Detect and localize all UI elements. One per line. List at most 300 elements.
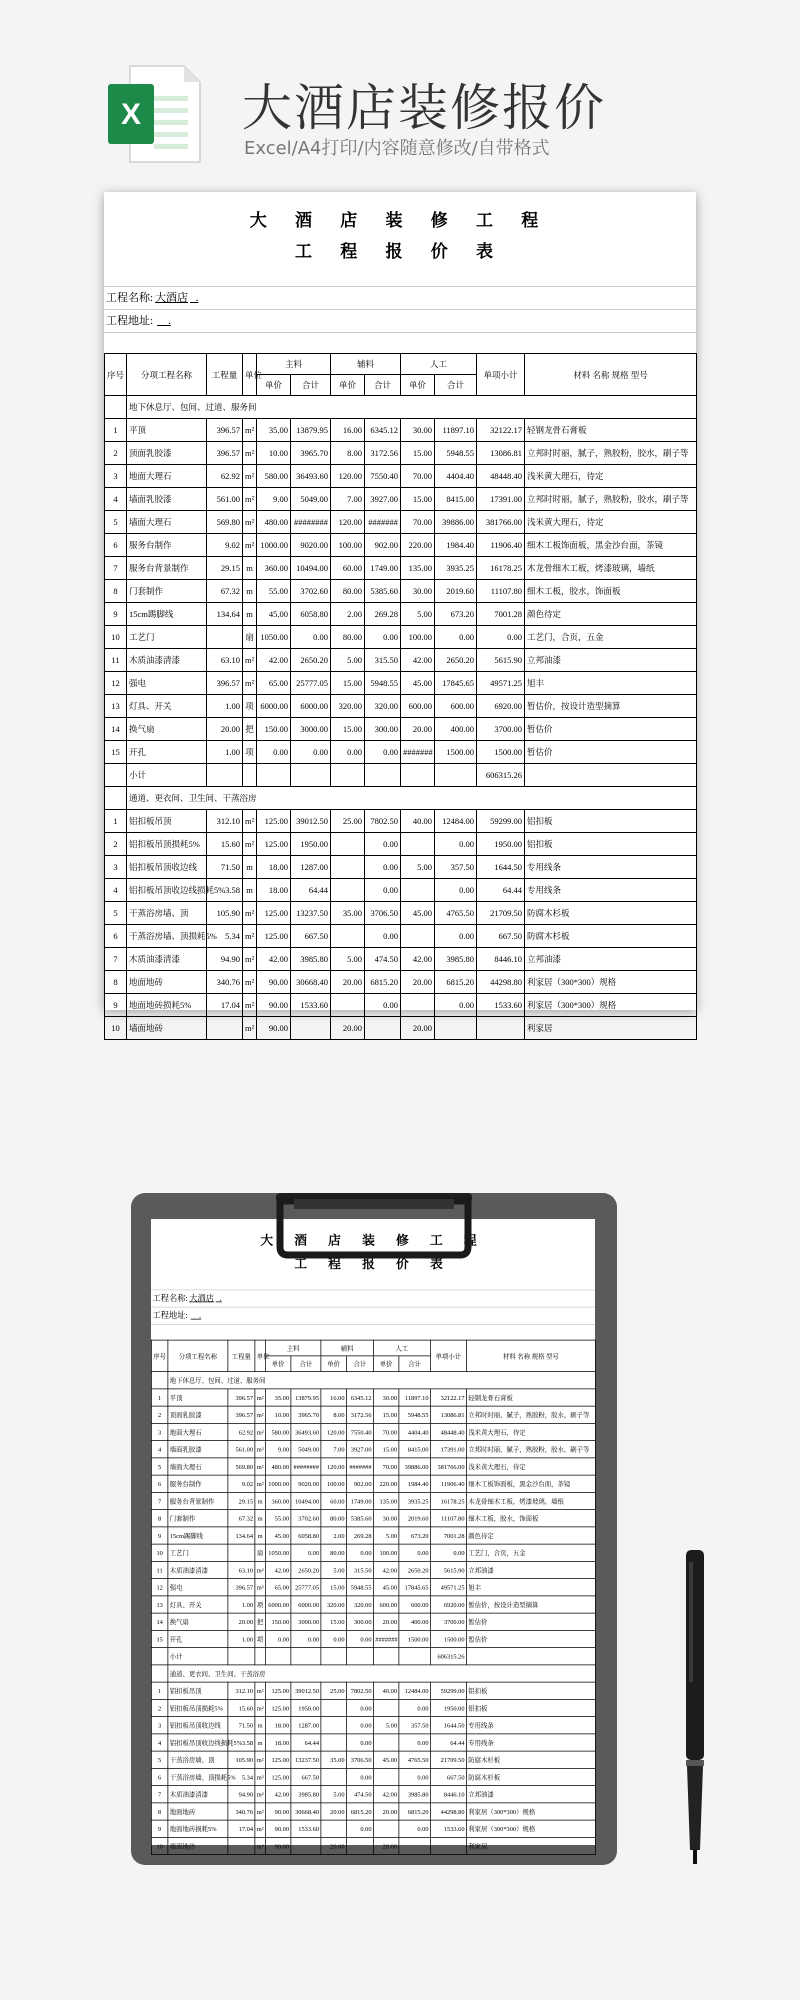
- table-cell: 0.00: [346, 1544, 373, 1561]
- table-cell: 0.00: [346, 1630, 373, 1647]
- table-row: [105, 810, 697, 833]
- table-cell: 地面地砖: [127, 971, 207, 994]
- table-cell: 120.00: [321, 1423, 347, 1440]
- table-cell: 扇: [243, 626, 257, 649]
- table-cell: 64.44: [477, 879, 525, 902]
- table-cell: [331, 833, 365, 856]
- table-cell: 300.00: [346, 1613, 373, 1630]
- table-cell: 13879.95: [291, 419, 331, 442]
- table-cell: 2.00: [331, 603, 365, 626]
- table-cell: 3985.80: [435, 948, 477, 971]
- table-cell: 65.00: [257, 672, 291, 695]
- table-cell: 17845.65: [435, 672, 477, 695]
- table-cell: 0.00: [257, 741, 291, 764]
- table-cell: 30668.40: [291, 1803, 321, 1820]
- table-row: [151, 1717, 595, 1734]
- table-cell: 396.57: [228, 1579, 255, 1596]
- table-cell: 20.00: [373, 1803, 399, 1820]
- table-cell: 服务台制作: [127, 534, 207, 557]
- table-cell: 0.00: [346, 1820, 373, 1837]
- table-cell: 15cm踢脚线: [127, 603, 207, 626]
- table-cell: 木质油漆清漆: [127, 649, 207, 672]
- table-cell: 20.00: [373, 1837, 399, 1854]
- section-header: 通道、更衣间、卫生间、干蒸浴房: [168, 1665, 596, 1682]
- header-item-total: 单项小计: [477, 354, 525, 396]
- table-cell: 3: [105, 465, 127, 488]
- table-cell: 1.00: [228, 1630, 255, 1647]
- table-cell: 工艺门，合页，五金: [525, 626, 697, 649]
- table-cell: 6815.20: [346, 1803, 373, 1820]
- table-cell: 15.60: [207, 833, 243, 856]
- table-cell: 12: [151, 1579, 168, 1596]
- table-cell: 673.20: [435, 603, 477, 626]
- table-cell: 63.10: [228, 1561, 255, 1578]
- table-cell: 100.00: [401, 626, 435, 649]
- table-cell: 15.00: [321, 1579, 347, 1596]
- table-cell: 13237.50: [291, 902, 331, 925]
- table-cell: 120.00: [331, 465, 365, 488]
- table-cell: 墙面大理石: [168, 1458, 228, 1475]
- table-cell: 立邦时时丽，腻子，熟胶粉，胶水，刷子等: [466, 1441, 595, 1458]
- header-qty: 工程量: [207, 354, 243, 396]
- table-cell: 94.90: [207, 948, 243, 971]
- table-cell: 5.00: [401, 603, 435, 626]
- table-cell: 30.00: [373, 1510, 399, 1527]
- table-cell: 平顶: [168, 1389, 228, 1406]
- table-cell: 立邦时时丽，腻子，熟胶粉，胶水，刷子等: [525, 442, 697, 465]
- table-cell: #######: [365, 511, 401, 534]
- header-price: 单价: [265, 1356, 291, 1372]
- table-cell: [291, 1837, 321, 1854]
- project-name-value: 大酒店: [155, 292, 189, 304]
- table-cell: 工艺门: [127, 626, 207, 649]
- table-cell: 2: [151, 1406, 168, 1423]
- table-cell: 6: [151, 1768, 168, 1785]
- table-cell: 服务台背景制作: [168, 1492, 228, 1509]
- table-cell: 39886.00: [399, 1458, 431, 1475]
- table-cell: 2019.60: [435, 580, 477, 603]
- table-cell: 利家居（300*300）规格: [525, 994, 697, 1017]
- table-cell: 35.00: [265, 1389, 291, 1406]
- table-cell: 0.00: [291, 626, 331, 649]
- table-cell: 11897.10: [399, 1389, 431, 1406]
- table-row: [105, 534, 697, 557]
- table-cell: 100.00: [331, 534, 365, 557]
- header-total: 合计: [365, 375, 401, 396]
- table-cell: 0.00: [435, 925, 477, 948]
- subtotal-label: 小计: [127, 764, 207, 787]
- section-row: [151, 1665, 595, 1682]
- table-cell: m²: [243, 971, 257, 994]
- table-cell: 5948.55: [435, 442, 477, 465]
- table-row: [151, 1803, 595, 1820]
- table-cell: 1500.00: [435, 741, 477, 764]
- table-cell: [401, 925, 435, 948]
- table-cell: 1500.00: [477, 741, 525, 764]
- table-cell: [331, 856, 365, 879]
- table-cell: 1050.00: [265, 1544, 291, 1561]
- table-cell: m²: [255, 1751, 266, 1768]
- table-cell: 细木工板，胶水，饰面板: [466, 1510, 595, 1527]
- table-cell: 浅米黄大理石，待定: [525, 511, 697, 534]
- table-cell: 2: [151, 1699, 168, 1716]
- table-cell: 7001.28: [430, 1527, 466, 1544]
- table-cell: m²: [243, 948, 257, 971]
- table-cell: [399, 1837, 431, 1854]
- table-cell: 换气扇: [168, 1613, 228, 1630]
- section-row: [105, 787, 697, 810]
- table-cell: 20.00: [373, 1613, 399, 1630]
- project-name-row: 工程名称: 大酒店 .: [151, 1290, 595, 1307]
- table-cell: [435, 1017, 477, 1040]
- table-cell: 3985.80: [291, 1786, 321, 1803]
- table-cell: 7: [105, 948, 127, 971]
- table-cell: 80.00: [321, 1510, 347, 1527]
- table-cell: 902.00: [365, 534, 401, 557]
- table-cell: 7.00: [321, 1441, 347, 1458]
- table-cell: 18.00: [265, 1717, 291, 1734]
- table-cell: 6815.20: [435, 971, 477, 994]
- table-cell: 3.58: [207, 879, 243, 902]
- table-cell: m²: [243, 488, 257, 511]
- table-cell: [401, 994, 435, 1017]
- table-cell: 10: [151, 1544, 168, 1561]
- table-cell: 铝扣板吊顶收边线: [127, 856, 207, 879]
- table-cell: 120.00: [331, 511, 365, 534]
- table-cell: 木质油漆清漆: [127, 948, 207, 971]
- table-cell: 防腐木杉板: [525, 902, 697, 925]
- table-cell: 381766.00: [477, 511, 525, 534]
- table-cell: 铝扣板: [466, 1682, 595, 1699]
- table-cell: 30.00: [401, 580, 435, 603]
- table-row: [105, 948, 697, 971]
- table-cell: m: [243, 557, 257, 580]
- doc-title-line2: 工 程 报 价 表: [295, 242, 505, 261]
- spreadsheet-preview: [104, 192, 696, 1033]
- table-cell: 8: [151, 1803, 168, 1820]
- table-cell: 1500.00: [399, 1630, 431, 1647]
- table-cell: m²: [243, 833, 257, 856]
- table-cell: 11107.80: [430, 1510, 466, 1527]
- table-cell: 3000.00: [291, 718, 331, 741]
- table-cell: 30.00: [373, 1389, 399, 1406]
- table-cell: 2650.20: [291, 649, 331, 672]
- table-cell: 64.44: [291, 1734, 321, 1751]
- table-cell: 381766.00: [430, 1458, 466, 1475]
- table-cell: m: [255, 1734, 266, 1751]
- table-cell: 100.00: [321, 1475, 347, 1492]
- table-cell: m²: [255, 1406, 266, 1423]
- project-name-row: 工程名称: 大酒店 .: [104, 286, 696, 309]
- table-row: [151, 1458, 595, 1475]
- table-cell: 45.00: [257, 603, 291, 626]
- table-cell: 42.00: [265, 1786, 291, 1803]
- table-cell: 8446.10: [430, 1786, 466, 1803]
- table-cell: 立邦油漆: [466, 1786, 595, 1803]
- table-cell: 36493.60: [291, 465, 331, 488]
- table-cell: 9.00: [257, 488, 291, 511]
- table-cell: 125.00: [257, 833, 291, 856]
- section-row: [105, 396, 697, 419]
- table-cell: 3985.80: [399, 1786, 431, 1803]
- table-row: [151, 1475, 595, 1492]
- table-cell: 利家居（300*300）规格: [466, 1820, 595, 1837]
- table-cell: 396.57: [228, 1406, 255, 1423]
- quote-table: [104, 353, 697, 1040]
- table-cell: 14: [151, 1613, 168, 1630]
- table-cell: 667.50: [291, 1768, 321, 1785]
- table-cell: 10: [105, 1017, 127, 1040]
- table-cell: 2019.60: [399, 1510, 431, 1527]
- table-cell: 125.00: [257, 902, 291, 925]
- table-cell: 木质油漆清漆: [168, 1786, 228, 1803]
- table-cell: 0.00: [346, 1717, 373, 1734]
- table-cell: 1533.60: [291, 994, 331, 1017]
- table-cell: 顶面乳胶漆: [127, 442, 207, 465]
- table-cell: 135.00: [401, 557, 435, 580]
- table-cell: 90.00: [257, 971, 291, 994]
- table-cell: 15.00: [401, 488, 435, 511]
- subtotal-row: [105, 764, 697, 787]
- table-cell: 旭丰: [466, 1579, 595, 1596]
- table-cell: 5049.00: [291, 488, 331, 511]
- table-cell: 1287.00: [291, 856, 331, 879]
- table-row: [105, 580, 697, 603]
- table-cell: 90.00: [257, 994, 291, 1017]
- table-cell: 6: [151, 1475, 168, 1492]
- table-cell: 1749.00: [346, 1492, 373, 1509]
- table-cell: 70.00: [373, 1458, 399, 1475]
- table-cell: 4404.40: [435, 465, 477, 488]
- table-cell: 580.00: [265, 1423, 291, 1440]
- table-cell: 0.00: [331, 741, 365, 764]
- table-cell: [346, 1837, 373, 1854]
- table-cell: 1000.00: [265, 1475, 291, 1492]
- table-cell: 49571.25: [430, 1579, 466, 1596]
- table-cell: 0.00: [399, 1699, 431, 1716]
- table-cell: 105.90: [207, 902, 243, 925]
- table-cell: 125.00: [265, 1699, 291, 1716]
- header-total: 合计: [435, 375, 477, 396]
- table-cell: [228, 1544, 255, 1561]
- table-cell: 1500.00: [430, 1630, 466, 1647]
- table-cell: 90.00: [257, 1017, 291, 1040]
- table-cell: 20.00: [321, 1803, 347, 1820]
- table-cell: 1533.60: [291, 1820, 321, 1837]
- table-cell: 利家居: [525, 1017, 697, 1040]
- table-cell: 42.00: [373, 1561, 399, 1578]
- table-cell: 0.00: [291, 1630, 321, 1647]
- table-cell: 20.00: [331, 1017, 365, 1040]
- table-cell: 5: [151, 1751, 168, 1768]
- table-cell: m: [255, 1510, 266, 1527]
- table-row: [151, 1768, 595, 1785]
- table-cell: 5.00: [401, 856, 435, 879]
- table-cell: 灯具、开关: [127, 695, 207, 718]
- subtotal-label: 小计: [168, 1648, 228, 1665]
- table-cell: 服务台制作: [168, 1475, 228, 1492]
- table-cell: 浅米黄大理石，待定: [466, 1423, 595, 1440]
- table-cell: 2: [105, 833, 127, 856]
- table-cell: 3965.70: [291, 442, 331, 465]
- table-cell: #######: [401, 741, 435, 764]
- table-cell: 0.00: [365, 856, 401, 879]
- table-cell: [331, 994, 365, 1017]
- table-cell: 7: [151, 1786, 168, 1803]
- table-cell: 1.00: [207, 741, 243, 764]
- table-cell: 0.00: [435, 833, 477, 856]
- table-row: [105, 925, 697, 948]
- table-cell: 42.00: [373, 1786, 399, 1803]
- table-cell: 9: [151, 1527, 168, 1544]
- table-cell: 1050.00: [257, 626, 291, 649]
- table-cell: 9.00: [265, 1441, 291, 1458]
- table-cell: m²: [243, 419, 257, 442]
- table-cell: 20.00: [228, 1613, 255, 1630]
- table-row: [151, 1734, 595, 1751]
- table-cell: 0.00: [365, 925, 401, 948]
- table-cell: 3985.80: [291, 948, 331, 971]
- table-cell: 专用线条: [525, 879, 697, 902]
- table-cell: 9020.00: [291, 1475, 321, 1492]
- table-row: [151, 1423, 595, 1440]
- table-cell: 15: [151, 1630, 168, 1647]
- table-cell: 5385.60: [365, 580, 401, 603]
- table-cell: 396.57: [207, 442, 243, 465]
- table-row: [105, 856, 697, 879]
- table-cell: 15.00: [321, 1613, 347, 1630]
- table-cell: 39012.50: [291, 1682, 321, 1699]
- table-cell: 10.00: [257, 442, 291, 465]
- table-cell: 7: [151, 1492, 168, 1509]
- table-cell: 6815.20: [399, 1803, 431, 1820]
- table-cell: m: [243, 603, 257, 626]
- table-row: [105, 442, 697, 465]
- table-cell: 3700.00: [430, 1613, 466, 1630]
- table-cell: 125.00: [265, 1751, 291, 1768]
- table-cell: 5.00: [373, 1527, 399, 1544]
- table-cell: 320.00: [346, 1596, 373, 1613]
- table-cell: 平顶: [127, 419, 207, 442]
- table-cell: 木龙骨细木工板，烤漆玻璃，墙纸: [525, 557, 697, 580]
- table-cell: 地面地砖损耗5%: [127, 994, 207, 1017]
- table-cell: 1950.00: [430, 1699, 466, 1716]
- table-cell: 0.00: [346, 1699, 373, 1716]
- table-cell: 把: [255, 1613, 266, 1630]
- table-cell: 21709.50: [477, 902, 525, 925]
- table-cell: 6000.00: [265, 1596, 291, 1613]
- table-cell: 8415.00: [399, 1441, 431, 1458]
- table-cell: 8415.00: [435, 488, 477, 511]
- table-cell: 667.50: [430, 1768, 466, 1785]
- table-cell: 0.00: [365, 879, 401, 902]
- table-cell: 木质油漆清漆: [168, 1561, 228, 1578]
- header-price: 单价: [401, 375, 435, 396]
- table-cell: 4: [151, 1734, 168, 1751]
- table-cell: [207, 626, 243, 649]
- table-row: [151, 1630, 595, 1647]
- table-row: [105, 994, 697, 1017]
- table-cell: 7.00: [331, 488, 365, 511]
- clipboard-document: [151, 1219, 595, 1855]
- table-row: [105, 718, 697, 741]
- table-cell: 4404.40: [399, 1423, 431, 1440]
- table-cell: 150.00: [257, 718, 291, 741]
- table-cell: m²: [255, 1682, 266, 1699]
- table-cell: 125.00: [257, 810, 291, 833]
- header-main: 主料: [257, 354, 331, 375]
- table-row: [105, 419, 697, 442]
- table-row: [105, 649, 697, 672]
- table-cell: 6920.00: [477, 695, 525, 718]
- table-cell: 35.00: [331, 902, 365, 925]
- table-cell: 5385.60: [346, 1510, 373, 1527]
- table-cell: 1533.60: [477, 994, 525, 1017]
- table-cell: [373, 1820, 399, 1837]
- table-cell: 17.04: [228, 1820, 255, 1837]
- table-cell: 浅米黄大理石，待定: [525, 465, 697, 488]
- table-cell: 18.00: [257, 856, 291, 879]
- table-cell: [291, 1017, 331, 1040]
- table-cell: 13086.81: [477, 442, 525, 465]
- table-row: [105, 1017, 697, 1040]
- table-cell: 开孔: [168, 1630, 228, 1647]
- header-price: 单价: [257, 375, 291, 396]
- table-cell: 0.00: [477, 626, 525, 649]
- table-cell: m: [255, 1492, 266, 1509]
- table-cell: 0.00: [435, 994, 477, 1017]
- table-cell: 25.00: [321, 1682, 347, 1699]
- table-cell: 25.00: [331, 810, 365, 833]
- table-cell: 357.50: [399, 1717, 431, 1734]
- table-cell: 0.00: [435, 879, 477, 902]
- table-cell: 42.00: [257, 948, 291, 971]
- table-cell: 220.00: [373, 1475, 399, 1492]
- table-cell: m²: [243, 1017, 257, 1040]
- header-aux: 辅料: [331, 354, 401, 375]
- table-cell: 71.50: [207, 856, 243, 879]
- table-cell: 5948.55: [399, 1406, 431, 1423]
- table-cell: 7550.40: [346, 1423, 373, 1440]
- project-name-value: 大酒店: [189, 1294, 215, 1303]
- table-cell: 29.15: [207, 557, 243, 580]
- table-cell: 1287.00: [291, 1717, 321, 1734]
- table-cell: 10494.00: [291, 1492, 321, 1509]
- table-cell: 12: [105, 672, 127, 695]
- table-cell: 4: [151, 1441, 168, 1458]
- table-cell: 顶面乳胶漆: [168, 1406, 228, 1423]
- header-seq: 序号: [105, 354, 127, 396]
- table-cell: 3: [151, 1423, 168, 1440]
- header-total: 合计: [291, 1356, 321, 1372]
- header-total: 合计: [399, 1356, 431, 1372]
- table-row: [151, 1596, 595, 1613]
- table-cell: 11897.10: [435, 419, 477, 442]
- table-cell: 315.50: [346, 1561, 373, 1578]
- table-cell: 3702.60: [291, 1510, 321, 1527]
- table-cell: [373, 1699, 399, 1716]
- table-cell: 3: [105, 856, 127, 879]
- table-cell: 320.00: [365, 695, 401, 718]
- table-cell: ########: [291, 1458, 321, 1475]
- table-cell: 11: [105, 649, 127, 672]
- table-cell: 29.15: [228, 1492, 255, 1509]
- table-cell: 1950.00: [291, 1699, 321, 1716]
- table-cell: 40.00: [373, 1682, 399, 1699]
- table-cell: 9: [105, 603, 127, 626]
- table-cell: 6058.80: [291, 1527, 321, 1544]
- table-cell: 21709.50: [430, 1751, 466, 1768]
